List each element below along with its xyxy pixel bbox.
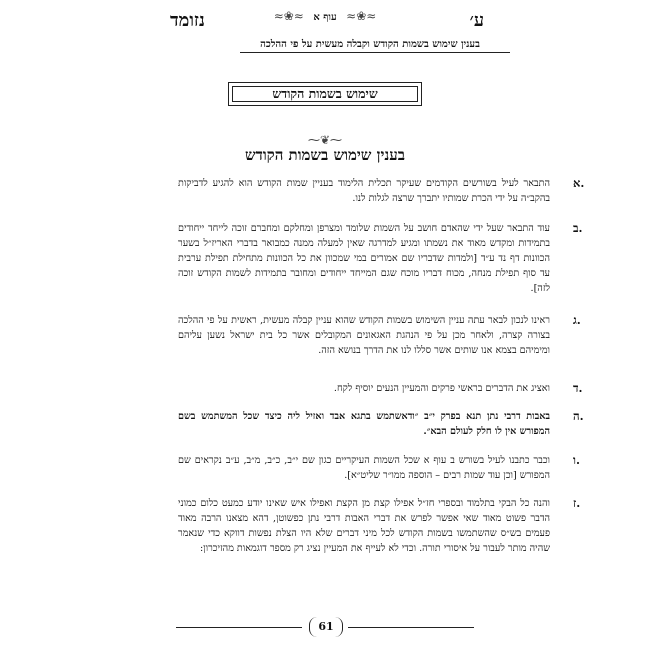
boxed-chapter-title bbox=[228, 82, 422, 106]
paragraph-text: וכבר כתבנו לעיל בשורש ב עוף א שכל השמות העיקריים כגון שם י״ב, כ״ב, מ״ב, ע״ב נקראים שם המפורש [וכן עוד שמות רבים – הוספה ממו״ר שליט״א]. bbox=[178, 455, 550, 481]
item-letter: ב. bbox=[573, 221, 583, 235]
item-letter: ו. bbox=[573, 453, 580, 467]
paragraph-text: עוד התבאר שעל ידי שהאדם חושב על השמות שלומד ומצרפן ומחלקם ומחברם זוכה לייחד ייחודים בתמידות ומקדש מאוד את נשמתו ומגיע למדרגה שאין למעלה ממנה כמבואר בדברי האריז״ל בשער הכוונות דף נד ע״ד [ולמדות שדבריו שם אמורים במי שמכוון את כל הכוונות מתחילת תפילת ערבית עד סוף תפילת מנחה, מכוח דבריו מוכח שגם המייחד ייחודים ומחובר בתמידות לשמות הקודש זוכה לזה]. bbox=[178, 223, 550, 294]
page-footer bbox=[176, 617, 474, 637]
paragraph-text: התבאר לעיל בשורשים הקודמים שעיקר תכלית הלימוד בעניין שמות הקודש הוא להגיע לדביקות בהקב״ה על ידי הכרת שמותיו יתברך שרצה לגלות לנו. bbox=[178, 178, 550, 204]
header-right-label: ע׳ bbox=[469, 10, 484, 31]
header-left-label: נזומד bbox=[170, 10, 205, 31]
paragraph bbox=[178, 453, 550, 483]
paragraph bbox=[178, 221, 550, 296]
paragraph bbox=[178, 409, 550, 439]
page-number: 61 bbox=[309, 617, 343, 637]
ornament-icon: ≈❀≈ bbox=[273, 9, 304, 23]
boxed-chapter-title-text: שימוש בשמות הקודש bbox=[272, 86, 378, 101]
paragraph bbox=[178, 176, 550, 206]
paragraph bbox=[178, 381, 550, 396]
paragraph-text: ראינו לנכון לבאר עתה עניין השימוש בשמות הקודש שהוא עניין קבלה מעשית, ראשית על פי ההלכה בצורה קצרה, ולאחר מכן על פי הנהגת האגאונים המקובלים אשר כל בית ישראל נשען עליהם ומימיהם בצמא אנו שותים אשר סללו לנו את הדרך בנושא הזה. bbox=[178, 315, 550, 356]
running-subtitle: בענין שימוש בשמות הקודש וקבלה מעשית על פי ההלכה bbox=[230, 39, 510, 50]
ornament-icon: ≈❀≈ bbox=[346, 9, 377, 23]
section-title: בענין שימוש בשמות הקודש bbox=[245, 146, 405, 164]
header-center bbox=[240, 9, 410, 23]
footer-rule bbox=[176, 627, 302, 628]
paragraph-text: ואציג את הדברים בראשי פרקים והמעיין הנעים יוסיף לקח. bbox=[333, 383, 550, 394]
item-letter: ה. bbox=[573, 409, 584, 423]
paragraph bbox=[178, 496, 550, 556]
paragraph-text: באבות דרבי נתן תנא בפרק י״ב ״ודאשתמש בתגא אבד ואזיל ליה כיצד שכל המשתמש בשם המפורש אין לו חלק לעולם הבא״. bbox=[178, 411, 550, 437]
item-letter: ג. bbox=[573, 313, 581, 327]
footer-rule bbox=[348, 627, 474, 628]
paragraph-text: והנה כל הבקי בתלמוד ובספרי חז״ל אפילו קצת מן הקצת ואפילו איש שאינו יודע כמעט כלום כמוני הדבר פשוט מאוד שאי אפשר לפרש את דברי האבות דרבי נתן כפשוטן, דהא מצאנו הרבה מאוד פעמים בש״ס שהשתמשו בשמות הקודש לכל מיני דברים שלא היו הצלת נפשות דווקא כדי שנאמר שהיה מותר לעבור על איסורי תורה. וכדי לא לעייף את המעיין נציג רק מספר דוגמאות מהזיכרון: bbox=[178, 498, 550, 554]
item-letter: ד. bbox=[573, 381, 583, 395]
item-letter: א. bbox=[573, 176, 585, 190]
paragraph bbox=[178, 313, 550, 358]
header-center-label: עוף א bbox=[313, 12, 337, 23]
item-letter: ז. bbox=[573, 496, 581, 510]
section-ornament-icon: ⁓❦⁓ bbox=[307, 133, 343, 147]
